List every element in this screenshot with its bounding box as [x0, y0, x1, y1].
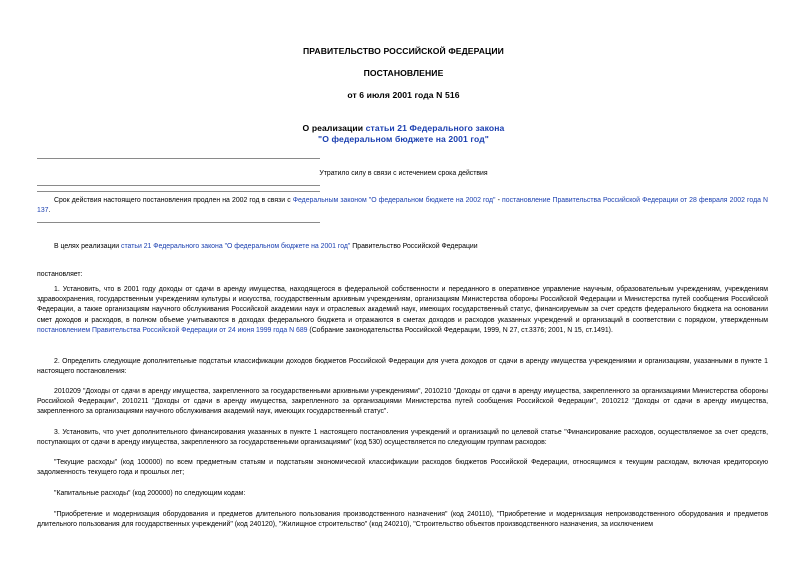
divider [37, 158, 320, 159]
document-type: ПОСТАНОВЛЕНИЕ [363, 68, 444, 78]
resolution-137-link[interactable]: постановление Правительства Российской Федерации от 28 февраля 2002 года N 137 [37, 197, 769, 215]
document-date: от 6 июля 2001 года N 516 [347, 90, 460, 100]
item-1-text: 1. Установить, что в 2001 году доходы от сдачи в аренду имущества, находящегося в федеральной собственности и переданного в оперативное управление научным, образовательным учреждениям, учреждениям здравоохранения, государственным учреждениям культуры и искусства, государственным архивным учреждениям, организациям Министерства обороны Российской Федерации и Министерства путей сообщения Российской Федерации, а также организациям научного обслуживания Российской академии наук и отраслевых академий наук, имеющих государственный статус, финансируемым за счет средств федерального бюджета на основании смет доходов и расходов, в полном объеме учитываются в доходах федерального бюджета и отражаются в сметах доходов и расходов указанных учреждений и организаций в соответствии с порядком, утвержденным [37, 286, 768, 324]
decides-label: постановляет: [37, 271, 83, 278]
item-3: 3. Установить, что учет дополнительного финансирования указанных в пункте 1 настоящего постановления учреждений и организаций по целевой статье "Финансирование расходов, осуществляемое за счет средств, поступающих от сдачи в аренду имущества, закрепленного за государственными организациями" (код 530) осуществляется по следующим группам расходов: [37, 429, 768, 447]
document-title-line2 [0, 134, 807, 144]
divider [37, 191, 320, 192]
extension-text: - [495, 197, 503, 204]
preamble-text: Правительство Российской Федерации [350, 243, 478, 250]
divider [37, 185, 320, 186]
budget-2002-law-link[interactable]: Федеральным законом "О федеральном бюджете на 2002 год" [292, 197, 496, 204]
divider [37, 222, 320, 223]
title-law-link[interactable]: статьи 21 Федерального закона [365, 123, 505, 133]
document-title [0, 123, 807, 133]
resolution-689-link[interactable]: постановлением Правительства Российской Федерации от 24 июня 1999 года N 689 [37, 326, 308, 334]
title-prefix: О реализации [302, 123, 366, 133]
current-expenses: "Текущие расходы" (код 100000) по всем предметным статьям и подстатьям экономической классификации расходов бюджетов Российской Федерации, относящимся к текущим расходам, включая кредиторскую задолженность текущего года и прошлых лет; [37, 459, 768, 477]
capital-expenses: "Капитальные расходы" (код 200000) по следующим кодам: [54, 490, 246, 497]
extension-text: Срок действия настоящего постановления продлен на 2002 год в связи с [54, 197, 293, 204]
item-2-codes: 2010209 "Доходы от сдачи в аренду имущества, закрепленного за государственными архивными учреждениями", 2010210 "Доходы от сдачи в аренду имущества, закрепленного за организациями Министерства обороны Российской Федерации", 2010211 "Доходы от сдачи в аренду имущества, закрепленного за организациями Министерства путей сообщения Российской Федерации", 2010212 "Доходы от сдачи в аренду имущества, закрепленного за организациями научного обслуживания академий наук, имеющих государственный статус". [37, 388, 768, 416]
acquisition-codes: "Приобретение и модернизация оборудования и предметов длительного пользования производственного назначения" (код 240110), "Приобретение и модернизация непроизводственного оборудования и предметов длительного пользования для государственных учреждений" (код 240120), "Жилищное строительство" (код 240210), "Строительство объектов производственного назначения, за исключением [37, 511, 768, 529]
title-law-link-line2[interactable]: "О федеральном бюджете на 2001 год" [318, 134, 489, 144]
extension-text: . [48, 207, 51, 215]
preamble-text: В целях реализации [54, 243, 122, 250]
status-note: Утратило силу в связи с истечением срока действия [319, 170, 488, 177]
extension-note [37, 196, 768, 216]
item-1-text: (Собрание законодательства Российской Федерации, 1999, N 27, ст.3376; 2001, N 15, ст.1491). [307, 326, 613, 334]
item-1 [37, 285, 768, 336]
article-21-link[interactable]: статьи 21 Федерального закона "О федеральном бюджете на 2001 год" [121, 243, 351, 250]
government-heading: ПРАВИТЕЛЬСТВО РОССИЙСКОЙ ФЕДЕРАЦИИ [303, 46, 504, 56]
item-2: 2. Определить следующие дополнительные подстатьи классификации доходов бюджетов Российской Федерации для учета доходов от сдачи в аренду имущества учреждениями и организациям, указанными в пункте 1 настоящего постановления: [37, 358, 768, 376]
preamble [37, 242, 768, 252]
